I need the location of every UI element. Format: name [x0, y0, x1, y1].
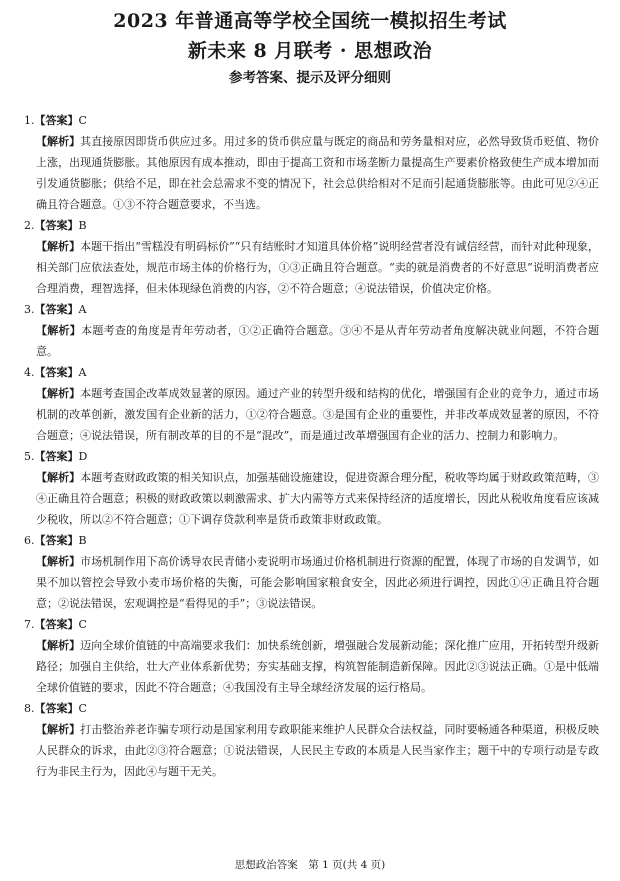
- answer-item: [24, 110, 599, 215]
- analysis-label: 【解析】: [36, 135, 81, 148]
- answer-item: [24, 299, 599, 362]
- answer-value: C: [78, 702, 87, 715]
- answer-label: 【答案】: [34, 114, 79, 127]
- analysis-text: 本题考查国企改革成效显著的原因。通过产业的转型升级和结构的优化，增强国有企业的竞争力，通过市场机制的改革创新，激发国有企业新的活力，①②符合题意。③是国有企业的重要性，并非改革成效显著的原因，不符合题意；④说法错误，所有制改革的目的不是“混改”，而是通过改革增强国有企业的活力、控制力和影响力。: [36, 387, 600, 442]
- answer-line: [24, 110, 599, 131]
- analysis-label: 【解析】: [36, 387, 81, 400]
- answer-item: [24, 215, 599, 299]
- analysis-paragraph: [24, 635, 599, 698]
- analysis-label: 【解析】: [36, 723, 81, 736]
- answer-item: [24, 362, 599, 446]
- answer-label: 【答案】: [34, 618, 79, 631]
- analysis-paragraph: [24, 467, 599, 530]
- analysis-text: 其直接原因即货币供应过多。用过多的货币供应量与既定的商品和劳务量相对应，必然导致货币贬值、物价上涨，出现通货膨胀。其他原因有成本推动，即由于提高工资和市场垄断力量提高生产要素价格致使生产成本增加而引发通货膨胀；供给不足，即在社会总需求不变的情况下，社会总供给相对不足而引起通货膨胀等。由此可见②④正确且符合题意。①③不符合题意要求，不当选。: [36, 135, 600, 211]
- analysis-text: 本题考查财政政策的相关知识点，加强基础设施建设，促进资源合理分配，税收等均属于财政政策范畴，③④正确且符合题意；积极的财政政策以刺激需求、扩大内需等方式来保持经济的适度增长，因此从税收角度看应该减少税收，所以②不符合题意；①下调存贷款利率是货币政策非财政政策。: [36, 471, 600, 526]
- document-subtitle: 参考答案、提示及评分细则: [229, 70, 391, 86]
- question-number: 6.: [24, 534, 35, 547]
- answer-value: D: [78, 450, 88, 463]
- answer-item: [24, 530, 599, 614]
- answer-line: [24, 362, 599, 383]
- analysis-paragraph: [24, 719, 599, 782]
- answer-label: 【答案】: [34, 303, 79, 316]
- answer-item: [24, 614, 599, 698]
- question-number: 8.: [24, 702, 35, 715]
- answer-line: [24, 299, 599, 320]
- analysis-paragraph: [24, 320, 599, 362]
- analysis-text: 市场机制作用下高价诱导农民青储小麦说明市场通过价格机制进行资源的配置，体现了市场的自发调节，如果不加以管控会导致小麦市场价格的失衡，可能会影响国家粮食安全，因此必须进行调控，因此①④正确且符合题意；②说法错误，宏观调控是“看得见的手”；③说法错误。: [36, 555, 600, 610]
- answer-item: [24, 698, 599, 782]
- analysis-text: 迈向全球价值链的中高端要求我们：加快系统创新，增强融合发展新动能；深化推广应用，开拓转型升级新路径；加强自主供给，壮大产业体系新优势；夯实基础支撑，构筑智能制造新保障。因此②③说法正确。①是中低端全球价值链的要求，因此不符合题意；④我国没有主导全球经济发展的运行格局。: [36, 639, 600, 694]
- answer-line: [24, 215, 599, 236]
- question-number: 4.: [24, 366, 35, 379]
- analysis-label: 【解析】: [36, 324, 82, 337]
- answer-label: 【答案】: [34, 366, 79, 379]
- answer-item: [24, 446, 599, 530]
- answer-value: A: [78, 366, 87, 379]
- answer-label: 【答案】: [34, 534, 79, 547]
- analysis-paragraph: [24, 131, 599, 215]
- question-number: 2.: [24, 219, 35, 232]
- question-number: 5.: [24, 450, 35, 463]
- answer-label: 【答案】: [34, 450, 79, 463]
- answer-label: 【答案】: [34, 219, 79, 232]
- analysis-label: 【解析】: [36, 240, 81, 253]
- exam-title: 2023 年普通高等学校全国统一模拟招生考试: [113, 10, 507, 32]
- answer-line: [24, 698, 599, 719]
- answers-list: [24, 110, 599, 782]
- answer-line: [24, 446, 599, 467]
- question-number: 3.: [24, 303, 35, 316]
- answer-line: [24, 614, 599, 635]
- answer-value: C: [78, 618, 87, 631]
- analysis-label: 【解析】: [36, 639, 81, 652]
- analysis-text: 本题干指出“雪糕没有明码标价”“只有结账时才知道具体价格”说明经营者没有诚信经营，而针对此种现象，相关部门应依法查处，规范市场主体的价格行为，①③正确且符合题意。“卖的就是消费者的不好意思”说明消费者应合理消费，理智选择，但未体现绿色消费的内容，②不符合题意；④说法错误，价值决定价格。: [36, 240, 599, 295]
- analysis-label: 【解析】: [36, 555, 81, 568]
- analysis-paragraph: [24, 236, 599, 299]
- answer-value: B: [78, 534, 87, 547]
- exam-subject-title: 新未来 8 月联考 · 思想政治: [187, 40, 433, 62]
- question-number: 7.: [24, 618, 35, 631]
- answer-value: C: [78, 114, 87, 127]
- analysis-text: 本题考查的角度是青年劳动者，①②正确符合题意。③④不是从青年劳动者角度解决就业问题，不符合题意。: [36, 324, 599, 358]
- page-footer: 思想政治答案 第 1 页(共 4 页): [234, 859, 386, 871]
- analysis-text: 打击整治养老诈骗专项行动是国家利用专政职能来维护人民群众合法权益，同时要畅通各种渠道，积极反映人民群众的诉求，由此②③符合题意；①说法错误，人民民主专政的本质是人民当家作主；题干中的专项行动是专政行为非民主行为，因此④与题干无关。: [36, 723, 600, 778]
- answer-line: [24, 530, 599, 551]
- analysis-paragraph: [24, 551, 599, 614]
- analysis-label: 【解析】: [36, 471, 81, 484]
- answer-label: 【答案】: [34, 702, 79, 715]
- question-number: 1.: [24, 114, 35, 127]
- answer-value: A: [78, 303, 87, 316]
- analysis-paragraph: [24, 383, 599, 446]
- answer-value: B: [78, 219, 87, 232]
